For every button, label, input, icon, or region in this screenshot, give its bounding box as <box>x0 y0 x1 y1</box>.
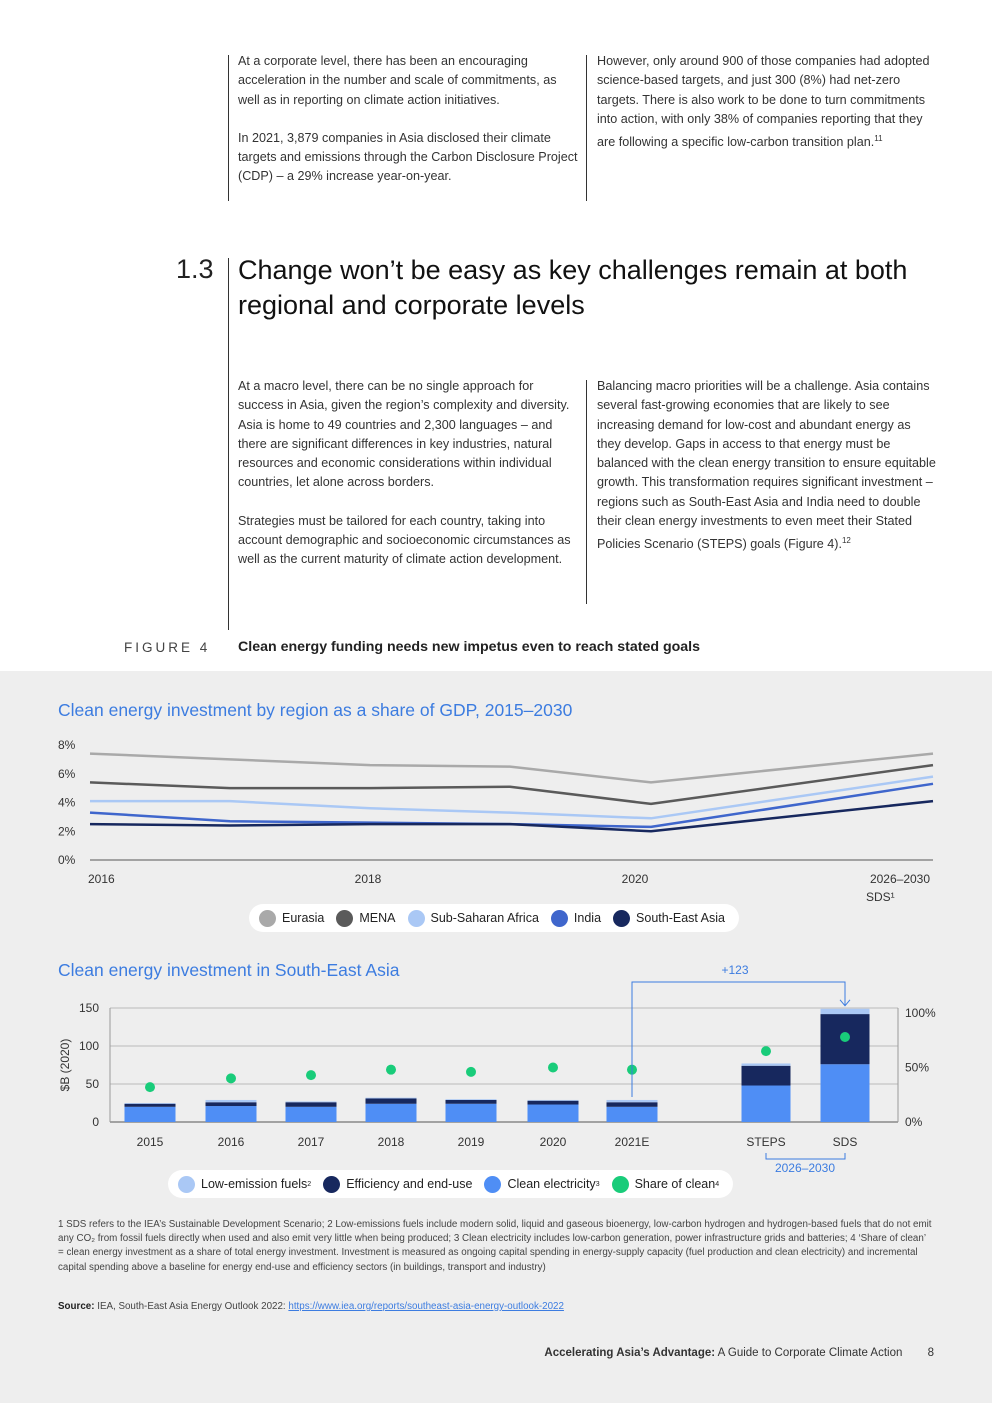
legend-item-ssa: Sub-Saharan Africa <box>408 910 539 927</box>
bar-segment <box>125 1104 176 1107</box>
body-left-column <box>238 377 578 570</box>
legend-item-clean-electricity: Clean electricity 3 <box>484 1176 599 1193</box>
share-of-clean-point <box>466 1067 476 1077</box>
body-paragraph: Balancing macro priorities will be a challenge. Asia contains several fast-growing economies that are likely to see increasing demand for low-cost and abundant energy as they develop. Gaps in access to that energy must be balanced with the clean energy transition to ensure equitable growth. This transformation requires significant investment – regions such as South-East Asia and India need to double their clean energy investments to even meet their Stated Policies Scenario (STEPS) goals (Figure 4).$^{12}$ <box>597 379 936 552</box>
source-line <box>58 1301 564 1312</box>
x-tick-label: 2016 <box>88 872 115 886</box>
bar-segment <box>742 1086 791 1122</box>
group-label: 2026–2030 <box>774 1161 836 1175</box>
body-paragraph: Strategies must be tailored for each country, taking into account demographic and socioeconomic circumstances as well as the current maturity of climate action development. <box>238 513 571 567</box>
line-chart-legend <box>249 904 739 932</box>
share-of-clean-point <box>145 1082 155 1092</box>
legend-swatch-icon <box>323 1176 340 1193</box>
legend-item-eurasia: Eurasia <box>259 910 324 927</box>
x-tick-sublabel: SDS¹ <box>866 890 895 904</box>
legend-swatch-icon <box>178 1176 195 1193</box>
bar-segment <box>206 1102 257 1106</box>
series-line-south-east-asia <box>90 801 933 831</box>
source-link[interactable]: https://www.iea.org/reports/southeast-asia-energy-outlook-2022 <box>288 1301 564 1312</box>
legend-item-share-of-clean: Share of clean 4 <box>612 1176 720 1193</box>
intro-left-column <box>238 52 578 187</box>
footer-title-bold: Accelerating Asia’s Advantage: <box>544 1347 716 1359</box>
bar-segment <box>607 1102 658 1107</box>
bar-segment <box>528 1105 579 1122</box>
source-text: IEA, South-East Asia Energy Outlook 2022: <box>97 1301 286 1312</box>
legend-swatch-icon <box>259 910 276 927</box>
y-tick-label: 6% <box>58 766 76 781</box>
group-bracket <box>766 1153 845 1159</box>
legend-swatch-icon <box>612 1176 629 1193</box>
y-tick-label: 4% <box>58 795 76 810</box>
bar-segment <box>607 1100 658 1102</box>
share-of-clean-point <box>840 1032 850 1042</box>
bar-segment <box>607 1107 658 1122</box>
bar-segment <box>366 1098 417 1103</box>
series-line-eurasia <box>90 754 933 783</box>
divider-intro-left <box>228 55 229 201</box>
bar-segment <box>446 1100 497 1104</box>
bar-segment <box>446 1099 497 1100</box>
divider-intro-right <box>586 55 587 201</box>
line-chart <box>0 730 992 910</box>
bar-segment <box>366 1098 417 1099</box>
bar-segment <box>206 1106 257 1122</box>
x-tick-label: STEPS <box>746 1135 786 1149</box>
legend-swatch-icon <box>613 910 630 927</box>
bar-chart-legend <box>168 1170 733 1198</box>
x-tick-label: 2016 <box>217 1135 245 1149</box>
legend-item-mena: MENA <box>336 910 395 927</box>
body-right-column <box>597 377 937 555</box>
x-tick-label: 2018 <box>377 1135 405 1149</box>
bar-segment <box>446 1104 497 1122</box>
footnotes: 1 SDS refers to the IEA’s Sustainable Development Scenario; 2 Low-emissions fuels include modern solid, liquid and gaseous bioenergy, low-carbon hydrogen and hydrogen-based fuels that do not emit any CO₂ from fossil fuels directly when used and also emit very little when being produced; 3 Clean electricity includes low-carbon generation, power infrastructure grids and batteries; 4 ‘Share of clean’ = clean energy investment as a share of total energy investment. Investment is measured as ongoing capital spending in energy-supply capacity (fuel production and clean electricity) and incremental capital spending above a baseline for energy end-use and efficiency sectors (in buildings, transport and industry) <box>58 1219 932 1273</box>
body-paragraph: At a macro level, there can be no single approach for success in Asia, given the region’s complexity and diversity. Asia is home to 49 countries and 2,300 languages – and there are significant differences in key industries, natural resources and economic considerations within individual countries, let alone across borders. <box>238 379 570 490</box>
bar-segment <box>366 1104 417 1122</box>
divider-body-right <box>586 380 587 604</box>
page-footer <box>544 1347 934 1359</box>
page-number: 8 <box>927 1347 934 1359</box>
source-label: Source: <box>58 1301 95 1312</box>
share-of-clean-point <box>386 1065 396 1075</box>
footer-title: A Guide to Corporate Climate Action <box>717 1347 903 1359</box>
figure-title: Clean energy funding needs new impetus even to reach stated goals <box>238 639 700 655</box>
x-tick-label: 2018 <box>354 872 382 886</box>
y-tick-label: 2% <box>58 824 76 839</box>
legend-swatch-icon <box>484 1176 501 1193</box>
legend-swatch-icon <box>551 910 568 927</box>
y2-tick-label: 50% <box>905 1060 930 1075</box>
bar-segment <box>528 1100 579 1101</box>
divider-section <box>228 258 229 630</box>
intro-paragraph: In 2021, 3,879 companies in Asia disclosed their climate targets and emissions through the Carbon Disclosure Project (CDP) – a 29% increase year-on-year. <box>238 130 578 184</box>
bar-segment <box>528 1101 579 1105</box>
series-line-mena <box>90 765 933 804</box>
line-chart-title: Clean energy investment by region as a share of GDP, 2015–2030 <box>58 700 573 720</box>
intro-paragraph: However, only around 900 of those companies had adopted science-based targets, and just 300 (8%) had net-zero targets. There is also work to be done to turn commitments into action, with only 38% of companies reporting that they are following a specific low-carbon transition plan.$^{11}$ <box>597 54 930 150</box>
x-tick-label: 2020 <box>539 1135 567 1149</box>
section-title: Change won’t be easy as key challenges remain at both regional and corporate levels <box>238 255 908 320</box>
y-tick-label: 50 <box>85 1077 99 1091</box>
share-of-clean-point <box>761 1046 771 1056</box>
bar-segment <box>742 1063 791 1065</box>
share-of-clean-point <box>548 1063 558 1073</box>
y-axis-label: $B (2020) <box>58 1038 72 1092</box>
y2-tick-label: 0% <box>905 1115 923 1129</box>
share-of-clean-point <box>306 1070 316 1080</box>
bar-chart <box>0 955 992 1180</box>
bar-segment <box>821 1064 870 1122</box>
x-tick-label: 2021E <box>614 1135 650 1149</box>
y-tick-label: 100 <box>78 1039 99 1053</box>
legend-item-india: India <box>551 910 601 927</box>
legend-item-efficiency: Efficiency and end-use <box>323 1176 472 1193</box>
bar-chart-title: Clean energy investment in South-East Asia <box>58 960 400 980</box>
bar-segment <box>206 1100 257 1102</box>
intro-paragraph: At a corporate level, there has been an encouraging acceleration in the number and scale of commitments, as well as in reporting on climate action initiatives. <box>238 54 557 107</box>
x-tick-label: 2026–2030 <box>869 872 931 886</box>
bar-segment <box>286 1101 337 1102</box>
annotation-bracket <box>632 982 845 1097</box>
y-tick-label: 0% <box>58 853 76 867</box>
x-tick-label: 2015 <box>136 1135 164 1149</box>
y-tick-label: 0 <box>92 1115 99 1129</box>
x-tick-label: 2019 <box>457 1135 485 1149</box>
bar-segment <box>286 1107 337 1122</box>
bar-segment <box>125 1107 176 1122</box>
bar-segment <box>125 1103 176 1104</box>
y2-tick-label: 100% <box>905 1006 936 1020</box>
bar-segment <box>286 1102 337 1107</box>
legend-item-sea: South-East Asia <box>613 910 725 927</box>
x-tick-label: 2017 <box>297 1135 325 1149</box>
annotation-label: +123 <box>721 963 749 977</box>
share-of-clean-point <box>226 1073 236 1083</box>
figure-label: FIGURE 4 <box>124 640 211 655</box>
legend-swatch-icon <box>336 910 353 927</box>
legend-swatch-icon <box>408 910 425 927</box>
y-tick-label: 8% <box>58 738 76 752</box>
bar-segment <box>742 1066 791 1086</box>
section-number: 1.3 <box>176 254 214 284</box>
y-tick-label: 150 <box>78 1001 99 1015</box>
x-tick-label: SDS <box>832 1135 858 1149</box>
series-line-india <box>90 784 933 827</box>
bar-segment <box>821 1009 870 1014</box>
intro-right-column <box>597 52 937 153</box>
x-tick-label: 2020 <box>621 872 649 886</box>
legend-item-low-emission: Low-emission fuels 2 <box>178 1176 311 1193</box>
